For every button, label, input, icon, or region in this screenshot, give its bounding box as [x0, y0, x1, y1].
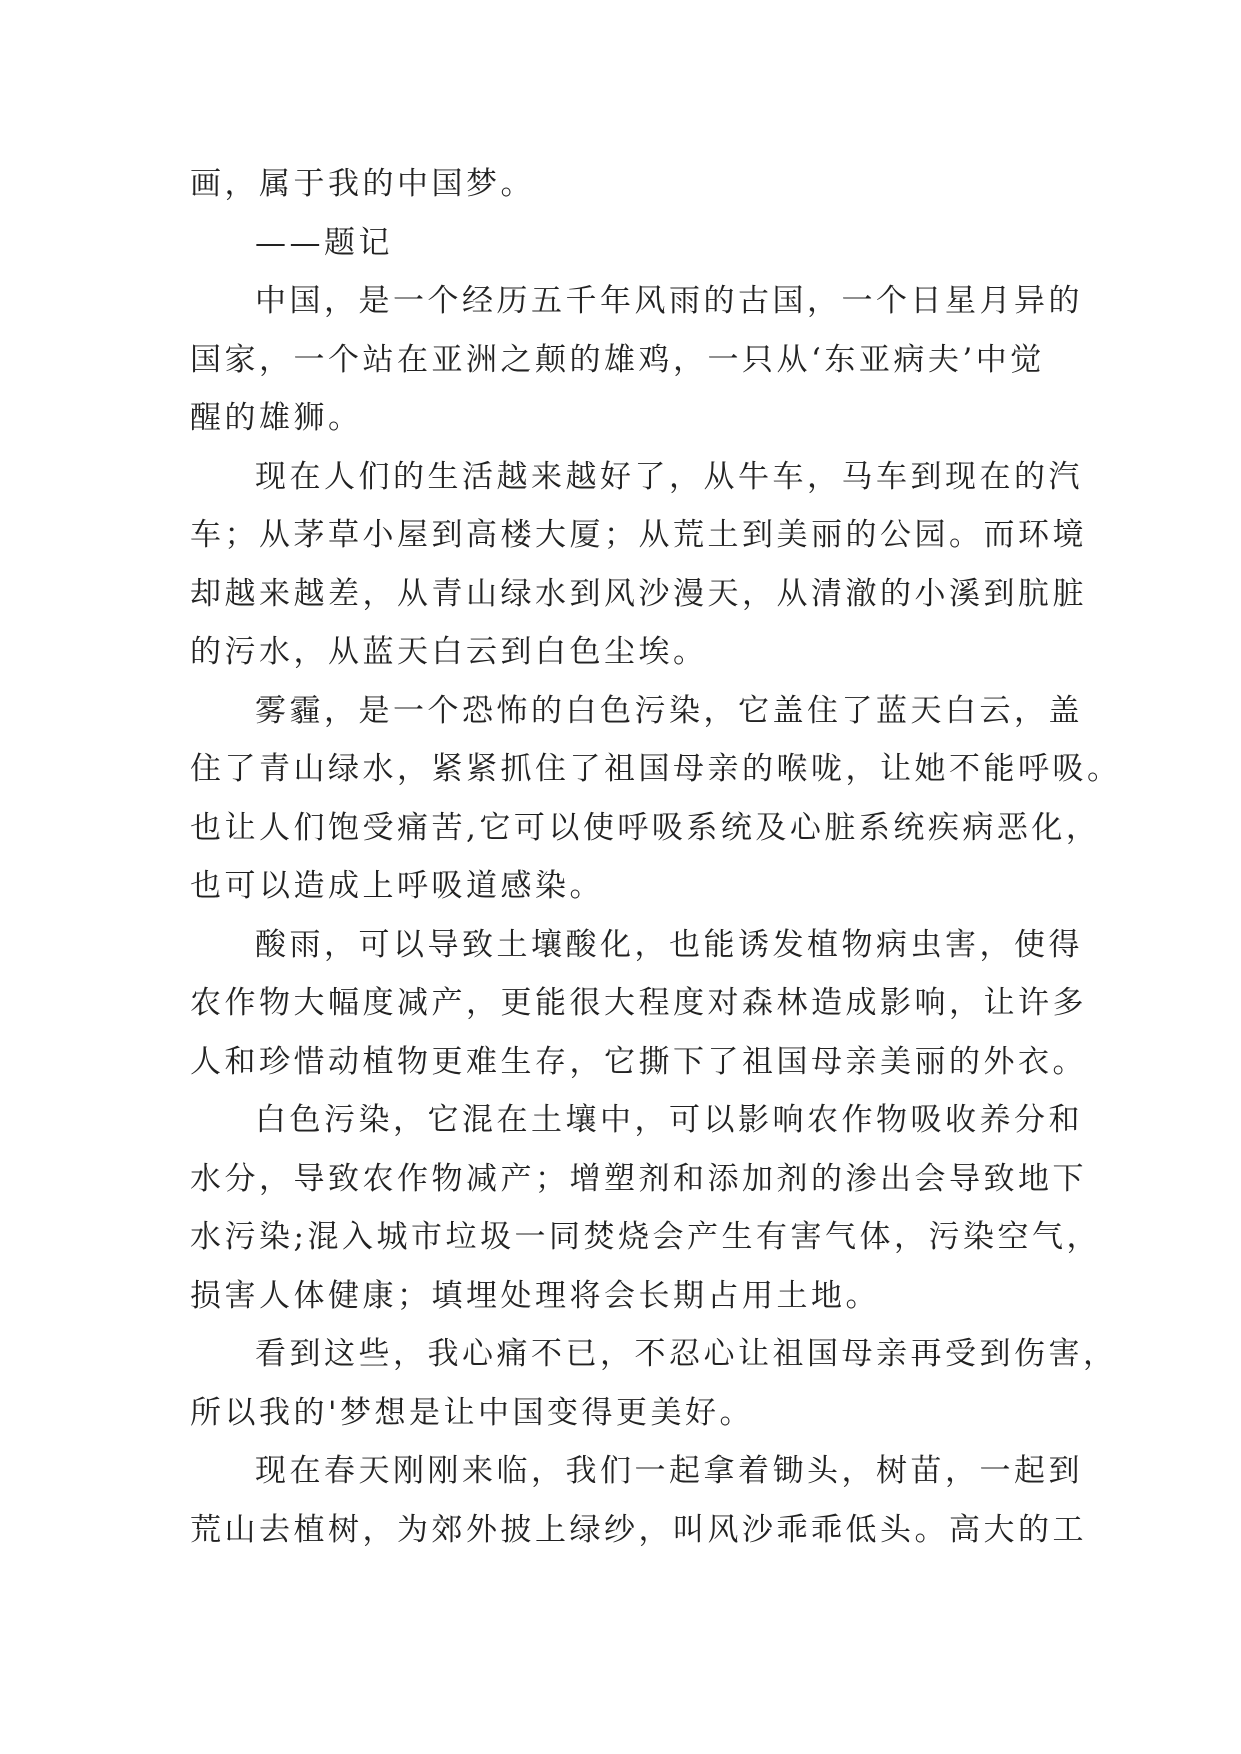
text-line: 画，属于我的中国梦。 — [190, 166, 535, 202]
text-line: 白色污染，它混在土壤中，可以影响农作物吸收养分和 — [255, 1102, 1083, 1138]
text-line: 车；从茅草小屋到高楼大厦；从荒土到美丽的公园。而环境 — [190, 517, 1087, 553]
text-line: 现在春天刚刚来临，我们一起拿着锄头，树苗，一起到 — [255, 1453, 1083, 1489]
text-line: 损害人体健康；填埋处理将会长期占用土地。 — [190, 1277, 880, 1314]
text-line: 荒山去植树，为郊外披上绿纱，叫风沙乖乖低头。高大的工 — [190, 1511, 1087, 1548]
text-line: 中国，是一个经历五千年风雨的古国，一个日星月异的 — [255, 283, 1083, 319]
text-line: 也让人们饱受痛苦,它可以使呼吸系统及心脏系统疾病恶化， — [190, 809, 1101, 846]
text-line: 所以我的'梦想是让中国变得更美好。 — [190, 1394, 755, 1431]
text-line: 农作物大幅度减产，更能很大程度对森林造成影响，让许多 — [190, 985, 1087, 1021]
text-line: 住了青山绿水，紧紧抓住了祖国母亲的喉咙，让她不能呼吸。 — [190, 751, 1122, 787]
document-body — [190, 155, 1122, 1559]
text-line: 也可以造成上呼吸道感染。 — [190, 868, 604, 904]
text-line: 雾霾，是一个恐怖的白色污染，它盖住了蓝天白云，盖 — [255, 692, 1083, 729]
text-line: 水分，导致农作物减产；增塑剂和添加剂的渗出会导致地下 — [190, 1160, 1087, 1197]
text-line: 看到这些，我心痛不已，不忍心让祖国母亲再受到伤害， — [255, 1336, 1118, 1372]
text-line: ——题记 — [255, 224, 393, 261]
text-line: 现在人们的生活越来越好了，从牛车，马车到现在的汽 — [255, 458, 1083, 495]
text-line: 人和珍惜动植物更难生存，它撕下了祖国母亲美丽的外衣。 — [190, 1043, 1087, 1080]
text-line: 却越来越差，从青山绿水到风沙漫天，从清澈的小溪到肮脏 — [190, 575, 1087, 612]
text-line: 国家，一个站在亚洲之颠的雄鸡，一只从‘东亚病夫’中觉 — [190, 341, 1045, 378]
text-line: 的污水，从蓝天白云到白色尘埃。 — [190, 634, 708, 670]
text-line: 醒的雄狮。 — [190, 400, 363, 436]
text-line: 酸雨，可以导致土壤酸化，也能诱发植物病虫害，使得 — [255, 926, 1083, 963]
text-line: 水污染;混入城市垃圾一同焚烧会产生有害气体，污染空气， — [190, 1219, 1101, 1255]
